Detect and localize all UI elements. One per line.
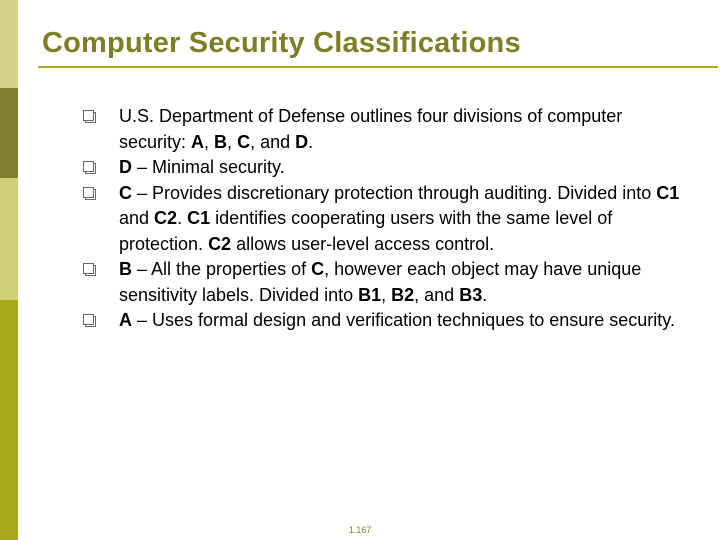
bullet-text: C – Provides discretionary protection through auditing. Divided into C1 and C2. C1 identifies cooperating users with the same level of protection. C2 allows user-level access control. bbox=[119, 182, 680, 254]
square-bullet-icon bbox=[83, 187, 94, 198]
sidebar-segment bbox=[0, 178, 18, 300]
slide-title: Computer Security Classifications bbox=[42, 27, 521, 59]
bullet-item bbox=[83, 104, 683, 155]
bullet-text: B – All the properties of C, however each object may have unique sensitivity labels. Divided into B1, B2, and B3. bbox=[119, 259, 642, 305]
square-bullet-icon bbox=[83, 110, 94, 121]
sidebar-segment bbox=[0, 300, 18, 540]
square-bullet-icon bbox=[83, 314, 94, 325]
bullet-list bbox=[83, 104, 683, 334]
square-bullet-icon bbox=[83, 161, 94, 172]
bullet-item bbox=[83, 308, 683, 334]
square-bullet-icon bbox=[83, 263, 94, 274]
bullet-item bbox=[83, 257, 683, 308]
bullet-text: U.S. Department of Defense outlines four divisions of computer security: A, B, C, and D. bbox=[119, 106, 623, 152]
bullet-text: A – Uses formal design and verification techniques to ensure security. bbox=[119, 310, 675, 330]
bullet-text: D – Minimal security. bbox=[119, 157, 285, 177]
sidebar-segment bbox=[0, 0, 18, 88]
sidebar-segment bbox=[0, 88, 18, 178]
bullet-item bbox=[83, 155, 683, 181]
title-underline bbox=[38, 66, 718, 68]
page-number: 1.167 bbox=[348, 525, 372, 535]
bullet-item bbox=[83, 181, 683, 258]
sidebar-decoration bbox=[0, 0, 18, 540]
